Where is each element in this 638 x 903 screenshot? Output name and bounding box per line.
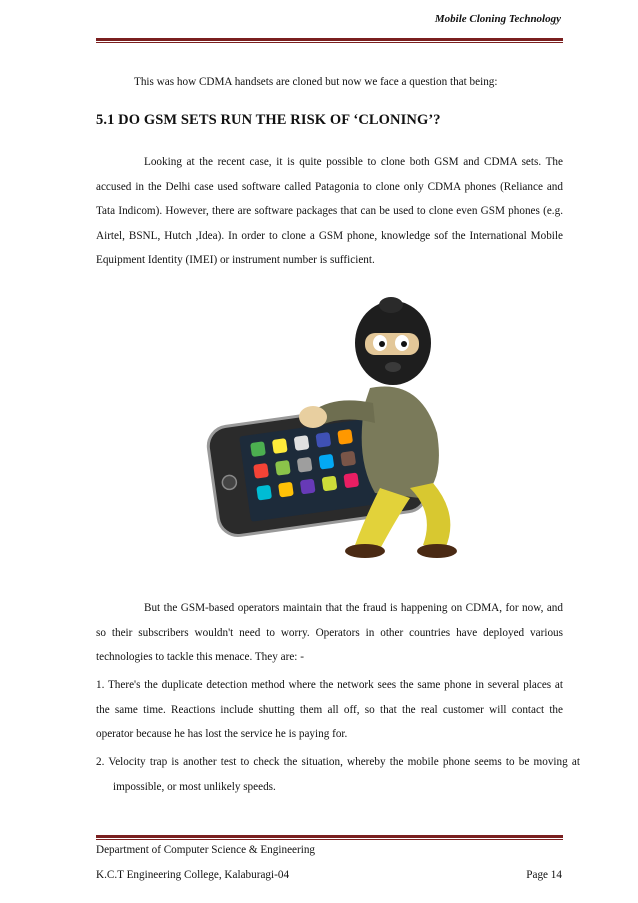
header-rule: [96, 38, 563, 43]
list-item-velocity-trap: 2. Velocity trap is another test to check the situation, whereby the mobile phone seems to be moving at impossible, or most unlikely speeds.: [96, 756, 580, 793]
section-heading: 5.1 DO GSM SETS RUN THE RISK OF ‘CLONING’?: [96, 112, 441, 128]
thief-smartphone-illustration: [205, 283, 465, 565]
footer-department: Department of Computer Science & Engineering: [96, 844, 316, 856]
paragraph-gsm-cloning: Looking at the recent case, it is quite possible to clone both GSM and CDMA sets. The accused in the Delhi case used software called Patagonia to clone only CDMA phones (Reliance and Tata Indicom). However, there are software packages that can be used to clone even GSM phones (e.g. Airtel, BSNL, Hutch ,Idea). In order to clone a GSM phone, knowledge sof the International Mobile Equipment Identity (IMEI) or instrument number is sufficient.: [96, 156, 563, 266]
list-item-duplicate-detection: 1. There's the duplicate detection method where the network sees the same phone in several places at the same time. Reactions include shutting them all off, so that the real customer will contact the operator because he has lost the service he is paying for.: [96, 679, 563, 740]
header-title: Mobile Cloning Technology: [434, 13, 561, 25]
paragraph-gsm-operators: But the GSM-based operators maintain that the fraud is happening on CDMA, for now, and so their subscribers wouldn't need to worry. Operators in other countries have deployed various technologies to tackle this menace. They are: -: [96, 602, 563, 663]
page-number: Page 14: [526, 869, 562, 881]
intro-paragraph: This was how CDMA handsets are cloned but now we face a question that being:: [134, 76, 498, 88]
footer-college: K.C.T Engineering College, Kalaburagi-04: [96, 869, 290, 881]
footer-rule: [96, 835, 563, 840]
